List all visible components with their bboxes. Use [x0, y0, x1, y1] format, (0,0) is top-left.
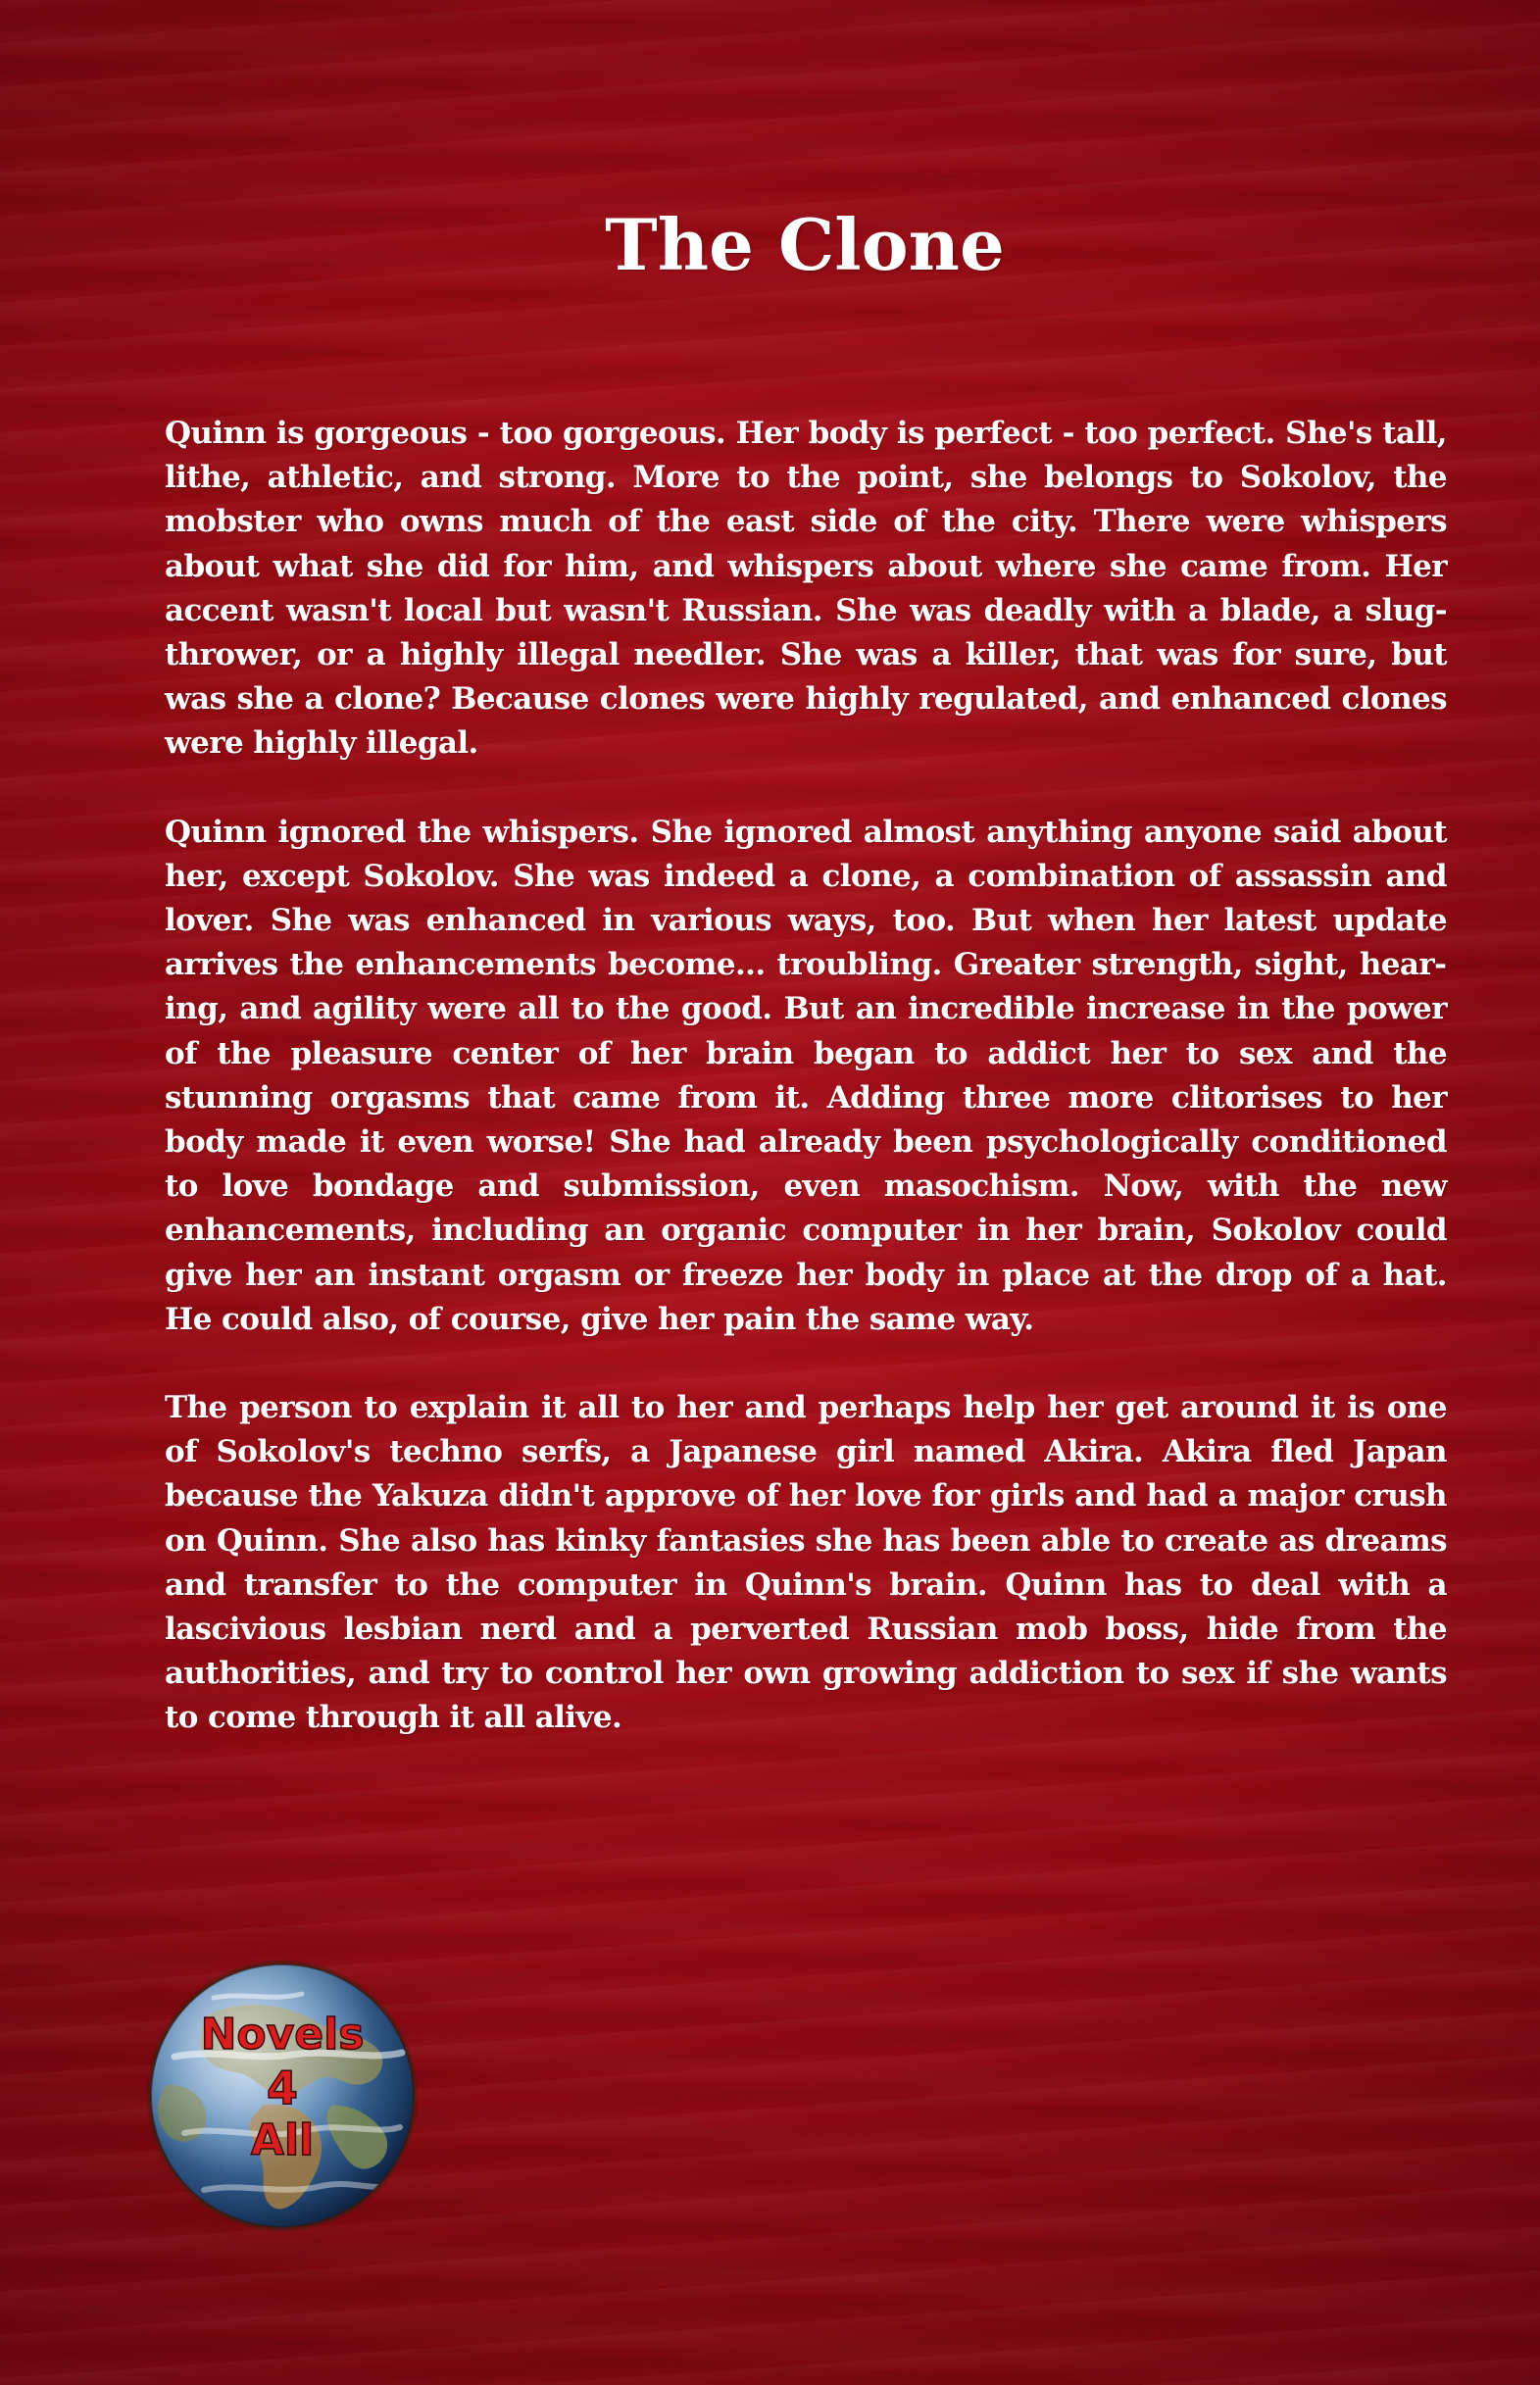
- blurb-paragraph-2: Quinn ignored the whispers. She ignored almost anything anyone said about her, except Sokolov. She was indeed a clone, a combination of assassin and lover. She was enhanced in various ways, too. But when her latest update arrives the enhancements become... troubling. Greater strength, sight, hearing, and agility were all to the good. But an incredible increase in the power of the pleasure center of her brain began to addict her to sex and the stunning orgasms that came from it. Adding three more clitorises to her body made it even worse! She had already been psychologically conditioned to love bondage and submission, even masochism. Now, with the new enhancements, including an organic computer in her brain, Sokolov could give her an instant orgasm or freeze her body in place at the drop of a hat. He could also, of course, give her pain the same way.: [165, 814, 1447, 1337]
- page-title: The Clone: [605, 203, 1005, 286]
- logo-line-all: All: [250, 2115, 315, 2165]
- publisher-logo: [145, 1959, 420, 2233]
- logo-line-4: 4: [266, 2062, 299, 2114]
- blurb-paragraph-3: The person to explain it all to her and perhaps help her get around it is one of Sokolov's techno serfs, a Japanese girl named Akira. Akira fled Japan because the Yakuza didn't approve of her love for girls and had a major crush on Quinn. She also has kinky fantasies she has been able to create as dreams and transfer to the computer in Quinn's brain. Quinn has to deal with a lascivious lesbian nerd and a perverted Russian mob boss, hide from the authorities, and try to control her own growing addiction to sex if she wants to come through it all alive.: [165, 1390, 1447, 1736]
- back-cover-blurb: [165, 412, 1447, 1785]
- logo-line-novels: Novels: [200, 2010, 365, 2060]
- blurb-paragraph-1: Quinn is gorgeous - too gorgeous. Her body is perfect - too perfect. She's tall, lithe, athletic, and strong. More to the point, she belongs to Sokolov, the mobster who owns much of the east side of the city. There were whispers about what she did for him, and whispers about where she came from. Her accent wasn't local but wasn't Russian. She was deadly with a blade, a slug-thrower, or a highly illegal needler. She was a killer, that was for sure, but was she a clone? Because clones were highly regulated, and enhanced clones were highly illegal.: [165, 416, 1447, 762]
- globe-icon: [145, 1959, 420, 2233]
